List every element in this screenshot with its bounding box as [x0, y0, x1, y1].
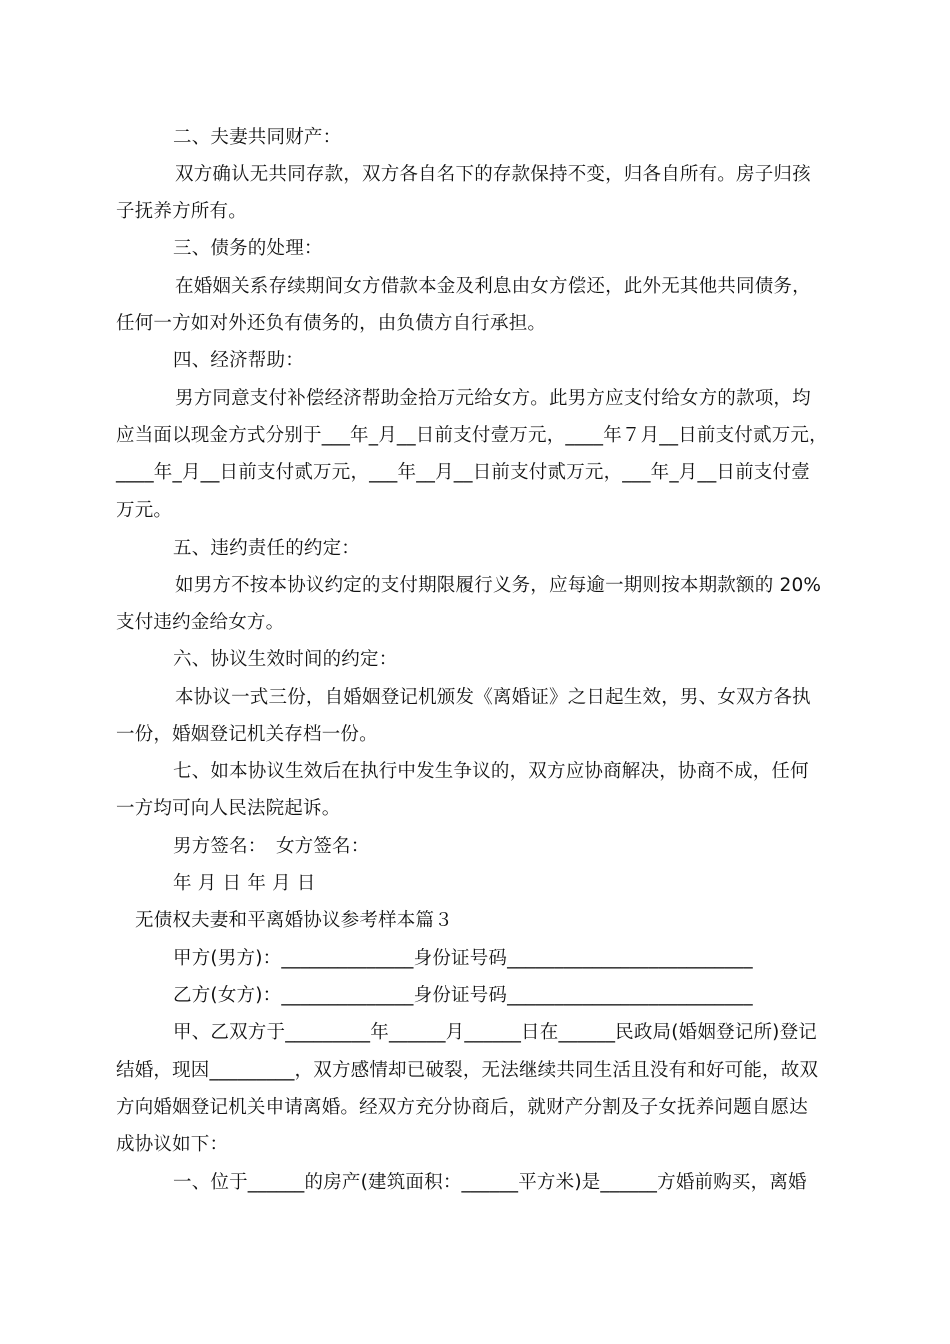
paragraph-line: 成协议如下：: [116, 1134, 229, 1155]
party-a-line: 甲方(男方)：______________身份证号码__________________________: [173, 948, 753, 969]
paragraph-line: 万元。: [116, 500, 173, 521]
date-line: 年 月 日 年 月 日: [173, 873, 316, 894]
paragraph-line: 本协议一式三份，自婚姻登记机颁发《离婚证》之日起生效，男、女双方各执: [175, 687, 811, 708]
section-heading-liability: 五、违约责任的约定：: [173, 538, 361, 559]
paragraph-line: 子抚养方所有。: [116, 201, 247, 222]
paragraph-line: 双方确认无共同存款，双方各自名下的存款保持不变，归各自所有。房子归孩: [175, 164, 811, 185]
paragraph-line: 任何一方如对外还负有债务的，由负债方自行承担。: [116, 313, 547, 334]
section-heading-joint-property: 二、夫妻共同财产：: [173, 127, 342, 148]
party-b-line: 乙方(女方)：______________身份证号码__________________________: [173, 985, 753, 1006]
paragraph-line: 一份，婚姻登记机关存档一份。: [116, 724, 378, 745]
signature-line: 男方签名： 女方签名：: [173, 836, 370, 857]
paragraph-line: 结婚，现因_________，双方感情却已破裂，无法继续共同生活且没有和好可能，故双: [116, 1060, 819, 1081]
section-heading-effective-time: 六、协议生效时间的约定：: [173, 649, 398, 670]
paragraph-line: 在婚姻关系存续期间女方借款本金及利息由女方偿还，此外无其他共同债务，: [175, 276, 811, 297]
paragraph-line: 一方均可向人民法院起诉。: [116, 798, 341, 819]
paragraph-line: 应当面以现金方式分别于___年_月__日前支付壹万元，____年７月__日前支付贰万元，: [116, 425, 828, 446]
paragraph-line: 一、位于______的房产(建筑面积：______平方米)是______方婚前购买，离婚: [173, 1172, 807, 1193]
paragraph-line: 男方同意支付补偿经济帮助金拾万元给女方。此男方应支付给女方的款项，均: [175, 388, 811, 409]
paragraph-line: 如男方不按本协议约定的支付期限履行义务，应每逾一期则按本期款额的 20%: [175, 575, 822, 596]
section-heading-economic-help: 四、经济帮助：: [173, 350, 304, 371]
section-heading-debts: 三、债务的处理：: [173, 238, 323, 259]
paragraph-line: 支付违约金给女方。: [116, 612, 285, 633]
sample-title: 无债权夫妻和平离婚协议参考样本篇３: [135, 910, 453, 931]
paragraph-line: 七、如本协议生效后在执行中发生争议的，双方应协商解决，协商不成，任何: [173, 761, 809, 782]
paragraph-line: 甲、乙双方于_________年______月______日在______民政局(婚姻登记所)登记: [173, 1022, 817, 1043]
paragraph-line: ____年_月__日前支付贰万元，___年__月__日前支付贰万元，___年_月__日前支付壹: [116, 462, 810, 483]
paragraph-line: 方向婚姻登记机关申请离婚。经双方充分协商后，就财产分割及子女抚养问题自愿达: [116, 1097, 808, 1118]
